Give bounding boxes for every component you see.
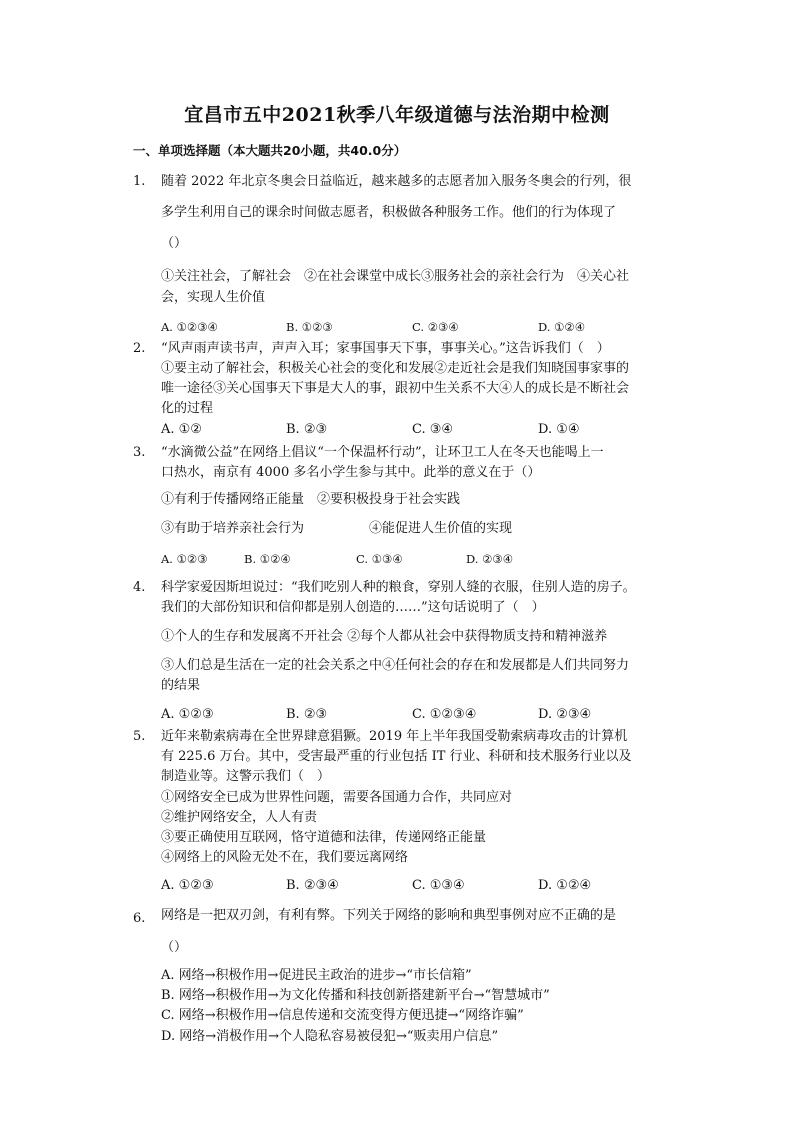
- answer-option-b[interactable]: B. ②③: [286, 707, 328, 722]
- question-number: 6.: [133, 911, 146, 926]
- question-text-line: ④网络上的风险无处不在，我们要远离网络: [161, 850, 409, 865]
- question-text-line: ①个人的生存和发展离不开社会 ②每个人都从社会中获得物质支持和精神滋养: [161, 629, 608, 644]
- answer-option-d[interactable]: D. ②③④: [466, 552, 514, 566]
- question-text-line: 网络是一把双刃剑，有利有弊。下列关于网络的影响和典型事例对应不正确的是: [161, 908, 617, 923]
- answer-option-c[interactable]: C. ①③④: [412, 878, 465, 893]
- answer-option-a[interactable]: A. ①②: [161, 422, 202, 437]
- question-text-line: 近年来勒索病毒在全世界肆意猖獗。2019 年上半年我国受勒索病毒攻击的计算机: [161, 729, 628, 744]
- question-text-line: 化的过程: [161, 401, 214, 416]
- section-heading: 一、单项选择题（本大题共20小题，共40.0分）: [133, 143, 407, 158]
- answer-option-a[interactable]: A. ①②③: [161, 878, 214, 893]
- question-text-line: 有 225.6 万台。其中，受害最严重的行业包括 IT 行业、科研和技术服务行业以及: [161, 749, 632, 764]
- answer-option-d[interactable]: D. 网络→消极作用→个人隐私容易被侵犯→“贩卖用户信息”: [161, 1029, 499, 1044]
- question-text-line: 我们的大部份知识和信仰都是别人创造的……”这句话说明了（ ）: [161, 600, 545, 615]
- question-number: 1.: [133, 174, 146, 189]
- answer-option-c[interactable]: C. ③④: [412, 422, 454, 437]
- answer-option-d[interactable]: D. ①④: [538, 422, 580, 437]
- question-text-line: 制造业等。这警示我们（ ）: [161, 769, 331, 784]
- answer-option-a[interactable]: A. ①②③: [161, 552, 208, 566]
- question-text-line: ③有助于培养亲社会行为 ④能促进人生价值的实现: [161, 521, 513, 536]
- answer-option-b[interactable]: B. ②③: [286, 422, 328, 437]
- question-text-line: 口热水，南京有 4000 多名小学生参与其中。此举的意义在于（）: [161, 465, 541, 480]
- page-title: 宜昌市五中2021秋季八年级道德与法治期中检测: [184, 104, 610, 126]
- question-text-line: 科学家爱因斯坦说过：“我们吃别人种的粮食，穿别人缝的衣服，住别人造的房子。: [161, 580, 636, 595]
- question-number: 5.: [133, 729, 146, 744]
- answer-option-a[interactable]: A. ①②③④: [161, 320, 218, 334]
- answer-option-d[interactable]: D. ①②④: [538, 878, 592, 893]
- answer-option-c[interactable]: C. ①②③④: [412, 707, 477, 722]
- question-text-line: （）: [161, 236, 188, 251]
- question-number: 3.: [133, 445, 146, 460]
- answer-option-c[interactable]: C. ①③④: [356, 552, 403, 566]
- question-text-line: ①要主动了解社会，积极关心社会的变化和发展②走近社会是我们知晓国事家事的: [161, 361, 630, 376]
- question-text-line: ③人们总是生活在一定的社会关系之中④任何社会的存在和发展都是人们共同努力: [161, 658, 630, 673]
- question-text-line: 随着 2022 年北京冬奥会日益临近，越来越多的志愿者加入服务冬奥会的行列，很: [161, 174, 632, 189]
- question-number: 2.: [133, 341, 146, 356]
- question-text-line: 的结果: [161, 678, 201, 693]
- question-text-line: ①关注社会，了解社会 ②在社会课堂中成长③服务社会的亲社会行为 ④关心社: [161, 269, 630, 284]
- answer-option-c[interactable]: C. ②③④: [412, 320, 459, 334]
- answer-option-c[interactable]: C. 网络→积极作用→信息传递和交流变得方便迅捷→“网络诈骗”: [161, 1008, 524, 1023]
- question-text-line: （）: [161, 940, 188, 955]
- question-text-line: 多学生利用自己的课余时间做志愿者，积极做各种服务工作。他们的行为体现了: [161, 205, 617, 220]
- question-text-line: ①网络安全已成为世界性问题，需要各国通力合作，共同应对: [161, 790, 513, 805]
- answer-option-b[interactable]: B. ②③④: [286, 878, 339, 893]
- answer-option-a[interactable]: A. 网络→积极作用→促进民主政治的进步→“市长信箱”: [161, 968, 472, 983]
- question-text-line: “风声雨声读书声，声声入耳；家事国事天下事，事事关心。”这告诉我们（ ）: [161, 341, 610, 356]
- question-text-line: ②维护网络安全，人人有责: [161, 810, 318, 825]
- answer-option-d[interactable]: D. ②③④: [538, 707, 592, 722]
- question-text-line: 会，实现人生价值: [161, 290, 266, 305]
- answer-option-a[interactable]: A. ①②③: [161, 707, 214, 722]
- answer-option-b[interactable]: B. ①②④: [244, 552, 291, 566]
- question-number: 4.: [133, 580, 146, 595]
- question-text-line: ①有利于传播网络正能量 ②要积极投身于社会实践: [161, 492, 461, 507]
- answer-option-d[interactable]: D. ①②④: [538, 320, 586, 334]
- question-text-line: “水滴微公益”在网络上倡议“一个保温杯行动”，让环卫工人在冬天也能喝上一: [161, 445, 604, 460]
- answer-option-b[interactable]: B. ①②③: [286, 320, 333, 334]
- question-text-line: ③要正确使用互联网，恪守道德和法律，传递网络正能量: [161, 830, 487, 845]
- question-text-line: 唯一途径③关心国事天下事是大人的事，跟初中生关系不大④人的成长是不断社会: [161, 381, 630, 396]
- answer-option-b[interactable]: B. 网络→积极作用→为文化传播和科技创新搭建新平台→“智慧城市”: [161, 988, 550, 1003]
